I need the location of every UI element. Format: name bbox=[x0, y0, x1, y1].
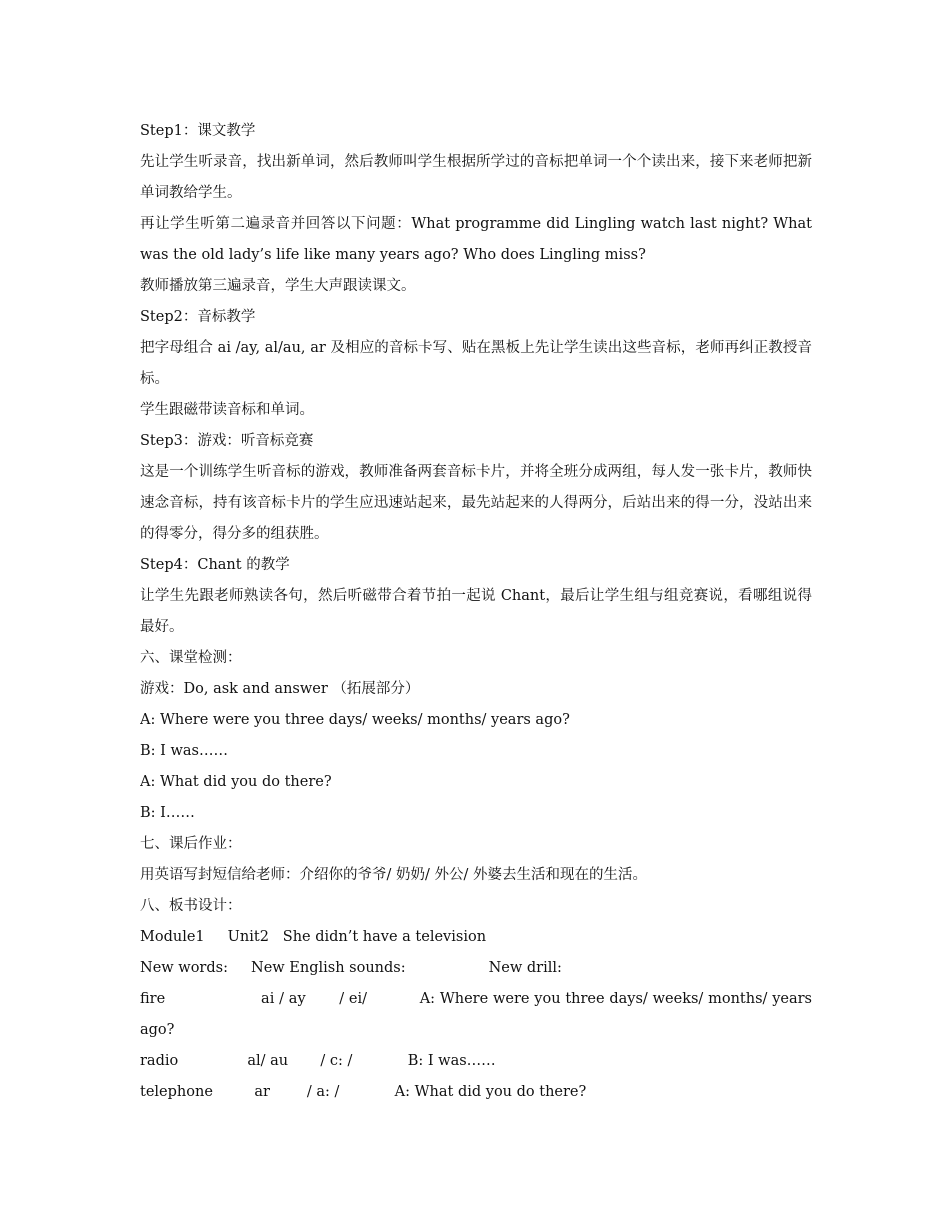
game-title: 游戏：Do, ask and answer （拓展部分） bbox=[140, 681, 420, 697]
dialogue-line-4: B: I…… bbox=[140, 805, 195, 821]
dialogue-line-3: A: What did you do there? bbox=[140, 774, 332, 790]
step1-paragraph-3: 教师播放第三遍录音，学生大声跟读课文。 bbox=[140, 278, 416, 294]
step2-heading: Step2：音标教学 bbox=[140, 309, 256, 325]
step4-heading: Step4：Chant 的教学 bbox=[140, 557, 290, 573]
board-row-fire: fire ai / ay / ei/ A: Where were you three days/ weeks/ months/ years ago? bbox=[140, 991, 817, 1038]
step2-paragraph-1: 把字母组合 ai /ay, al/au, ar 及相应的音标卡写、贴在黑板上先让学生读出这些音标，老师再纠正教授音标。 bbox=[140, 340, 812, 387]
step4-paragraph: 让学生先跟老师熟读各句，然后听磁带合着节拍一起说 Chant，最后让学生组与组竞赛说，看哪组说得最好。 bbox=[140, 588, 812, 635]
step1-paragraph-1: 先让学生听录音，找出新单词，然后教师叫学生根据所学过的音标把单词一个个读出来，接下来老师把新单词教给学生。 bbox=[140, 154, 812, 201]
step1-heading: Step1：课文教学 bbox=[140, 123, 256, 139]
section-6-heading: 六、课堂检测： bbox=[140, 650, 242, 666]
board-header-row: New words: New English sounds: New drill: bbox=[140, 960, 562, 976]
step3-paragraph: 这是一个训练学生听音标的游戏，教师准备两套音标卡片，并将全班分成两组，每人发一张卡片，教师快速念音标，持有该音标卡片的学生应迅速站起来，最先站起来的人得两分，后站出来的得一分，没站出来的得零分，得分多的组获胜。 bbox=[140, 464, 812, 542]
dialogue-line-2: B: I was…… bbox=[140, 743, 228, 759]
board-row-radio: radio al/ au / c: / B: I was…… bbox=[140, 1053, 496, 1069]
section-8-heading: 八、板书设计： bbox=[140, 898, 242, 914]
step3-heading: Step3：游戏：听音标竞赛 bbox=[140, 433, 314, 449]
section-7-heading: 七、课后作业： bbox=[140, 836, 242, 852]
document-body bbox=[140, 116, 817, 1108]
homework-text: 用英语写封短信给老师：介绍你的爷爷/ 奶奶/ 外公/ 外婆去生活和现在的生活。 bbox=[140, 867, 647, 883]
step1-paragraph-2: 再让学生听第二遍录音并回答以下问题：What programme did Lingling watch last night? What was the old lady’s life like many years ago? Who does Lingling miss? bbox=[140, 216, 812, 263]
step2-paragraph-2: 学生跟磁带读音标和单词。 bbox=[140, 402, 314, 418]
board-title: Module1 Unit2 She didn’t have a television bbox=[140, 929, 487, 945]
dialogue-line-1: A: Where were you three days/ weeks/ months/ years ago? bbox=[140, 712, 570, 728]
board-row-telephone: telephone ar / a: / A: What did you do there? bbox=[140, 1084, 587, 1100]
